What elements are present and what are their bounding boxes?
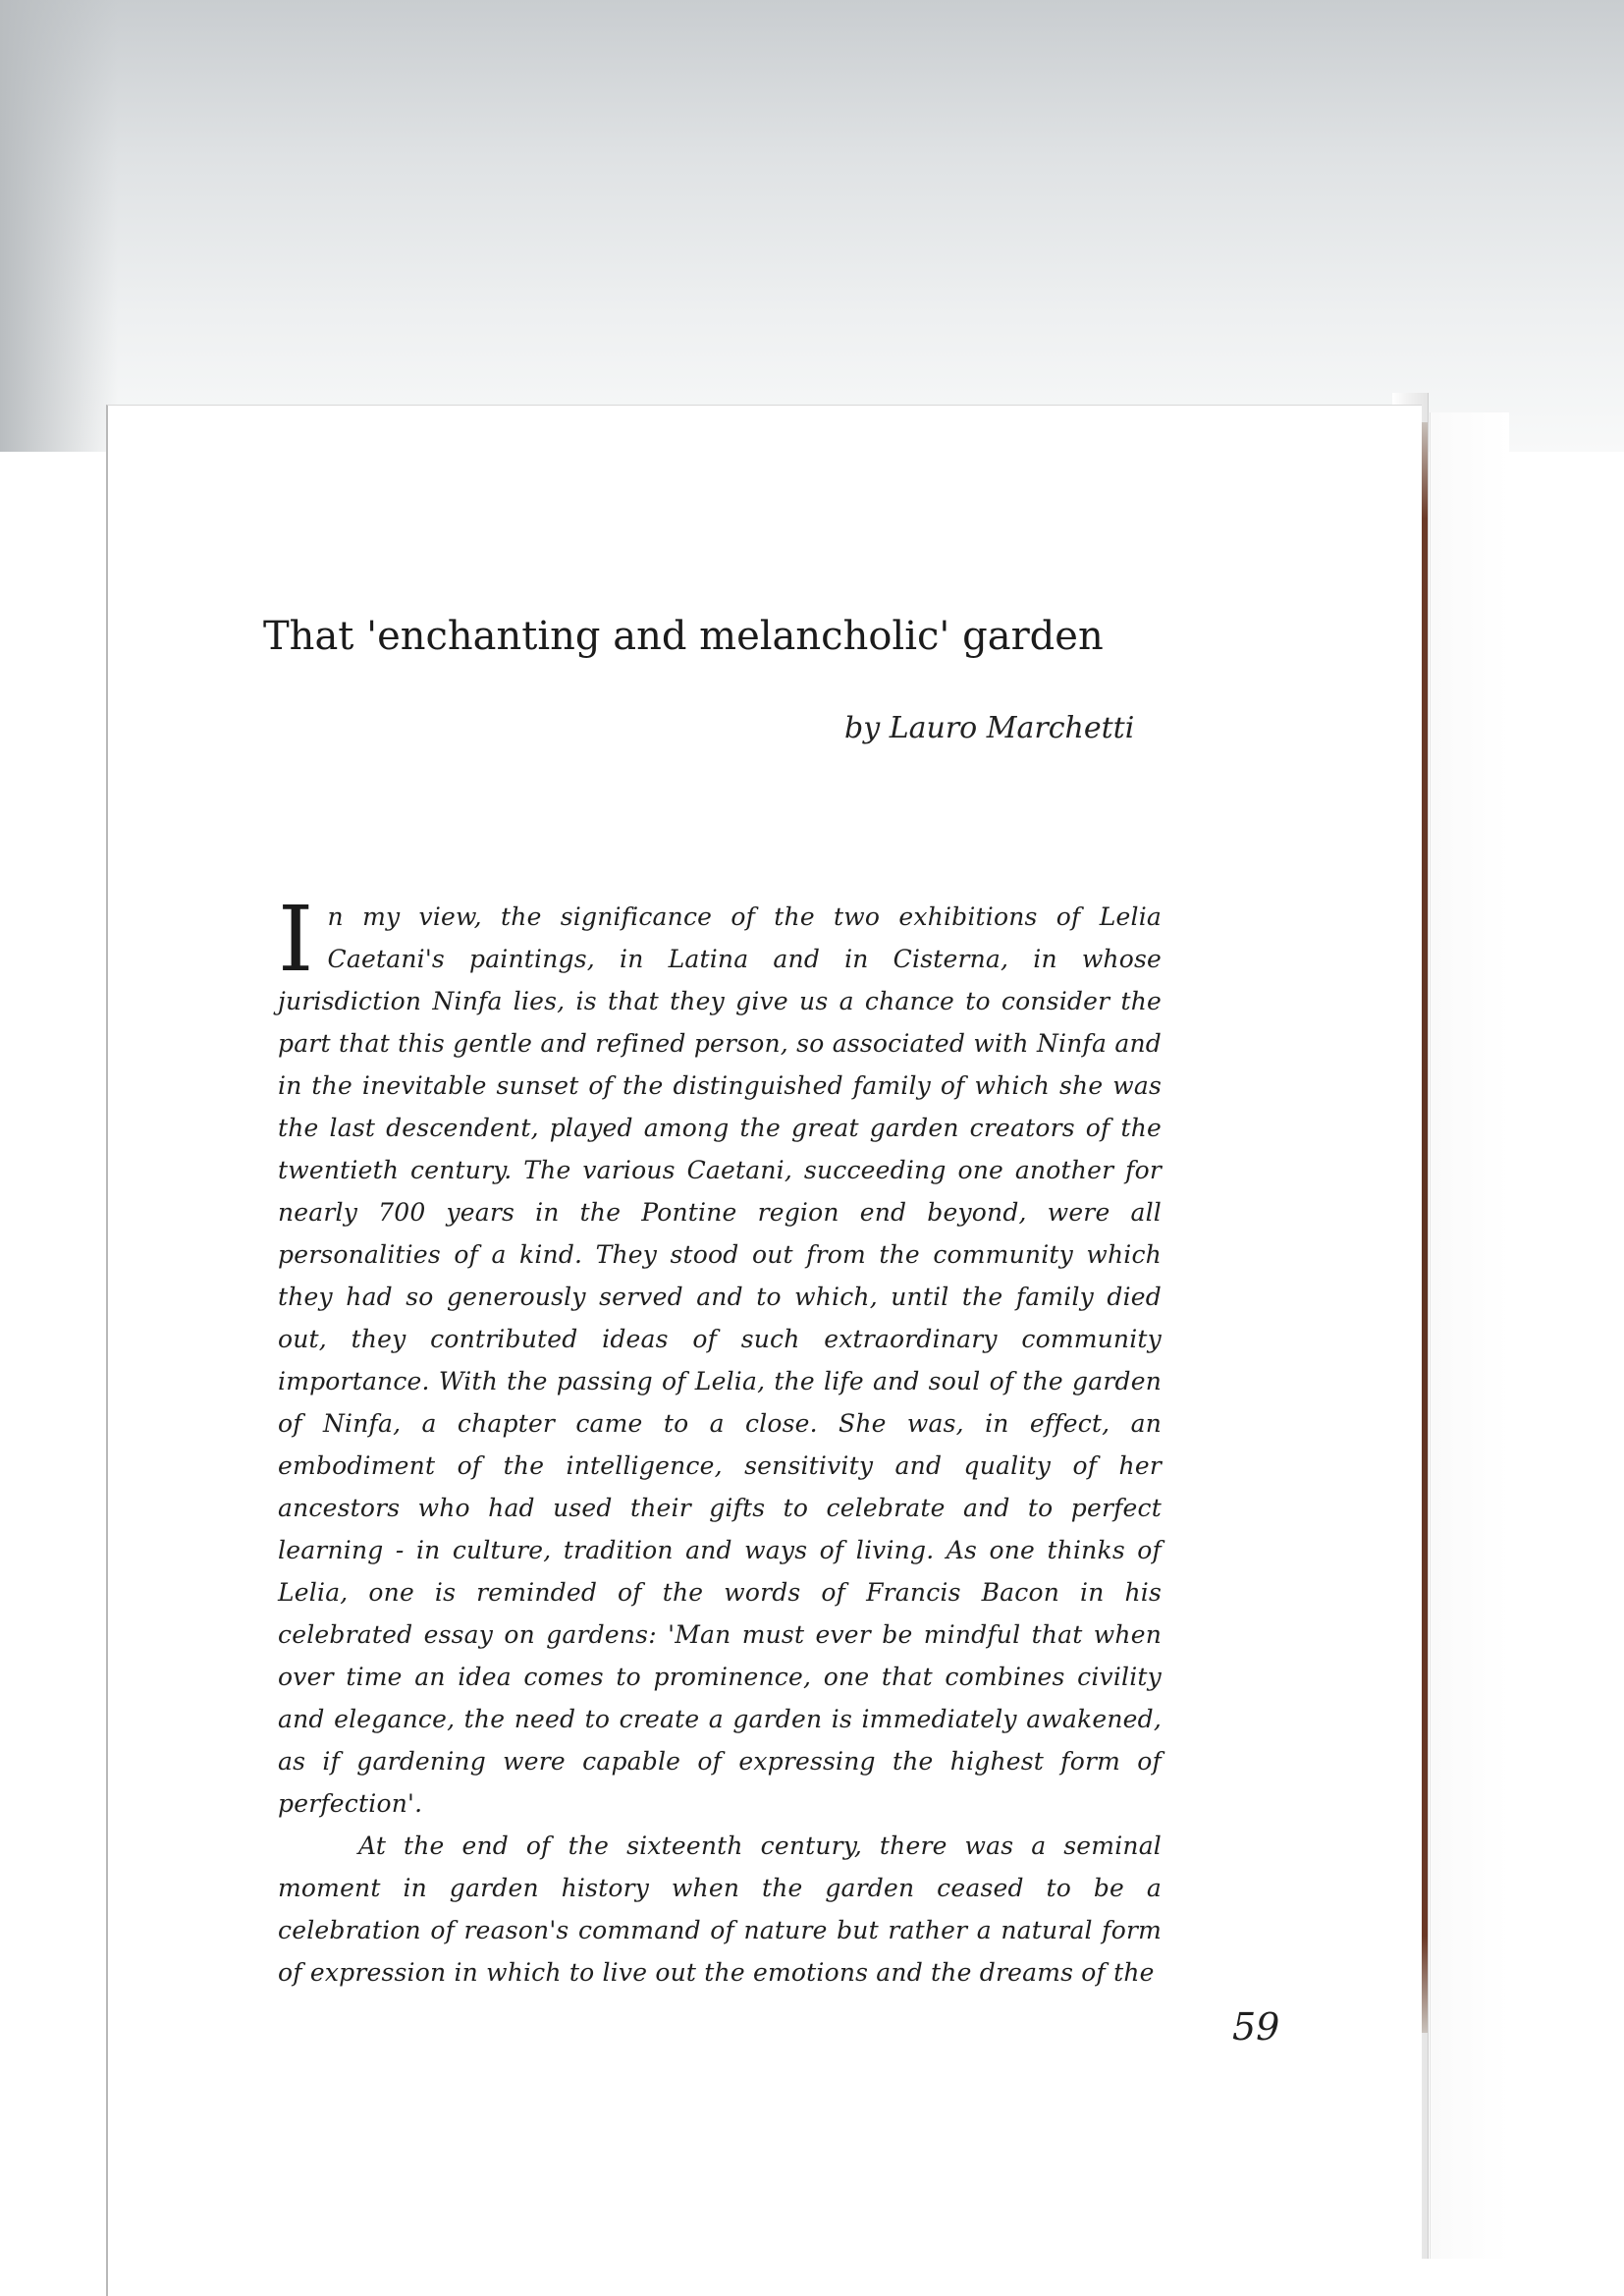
paragraph-2: At the end of the sixteenth century, there was a seminal moment in garden history when the garden ceased to be a celebration of reason's command of nature but rather a natural form of expression in which to live out the emotions and the dreams of the [278,1831,1162,1987]
scan-shadow [0,0,1624,452]
article-byline: by Lauro Marchetti [844,711,1135,745]
article-title: That 'enchanting and melancholic' garden [263,614,1104,659]
article-body [278,887,1162,1994]
page-number: 59 [1232,2005,1280,2049]
scan-shadow-left [0,0,118,452]
paragraph-1 [278,887,1162,1825]
paragraph-1-text: n my view, the significance of the two exhibitions of Lelia Caetani's paintings, in Latina and in Cisterna, in whose jurisdiction Ninfa lies, is that they give us a chance to consider the part that this gentle and refined person, so associated with Ninfa and in the inevitable sunset of the distinguished family of which she was the last descendent, played among the great garden creators of the twentieth century. The various Caetani, succeeding one another for nearly 700 years in the Pontine region end beyond, were all personalities of a kind. They stood out from the community which they had so generously served and to which, until the family died out, they contributed ideas of such extraordinary community importance. With the passing of Lelia, the life and soul of the garden of Ninfa, a chapter came to a close. She was, in effect, an embodiment of the intelligence, sensitivity and quality of her ancestors who had used their gifts to celebrate and to perfect learning - in culture, tradition and ways of living. As one thinks of Lelia, one is reminded of the words of Francis Bacon in his celebrated essay on gardens: 'Man must ever be mindful that when over time an idea comes to prominence, one that combines civility and elegance, the need to create a garden is immediately awakened, as if gardening were capable of expressing the highest form of perfection'. [278,902,1162,1818]
page-outer-margin [1430,412,1509,2259]
drop-cap: I [278,887,314,992]
